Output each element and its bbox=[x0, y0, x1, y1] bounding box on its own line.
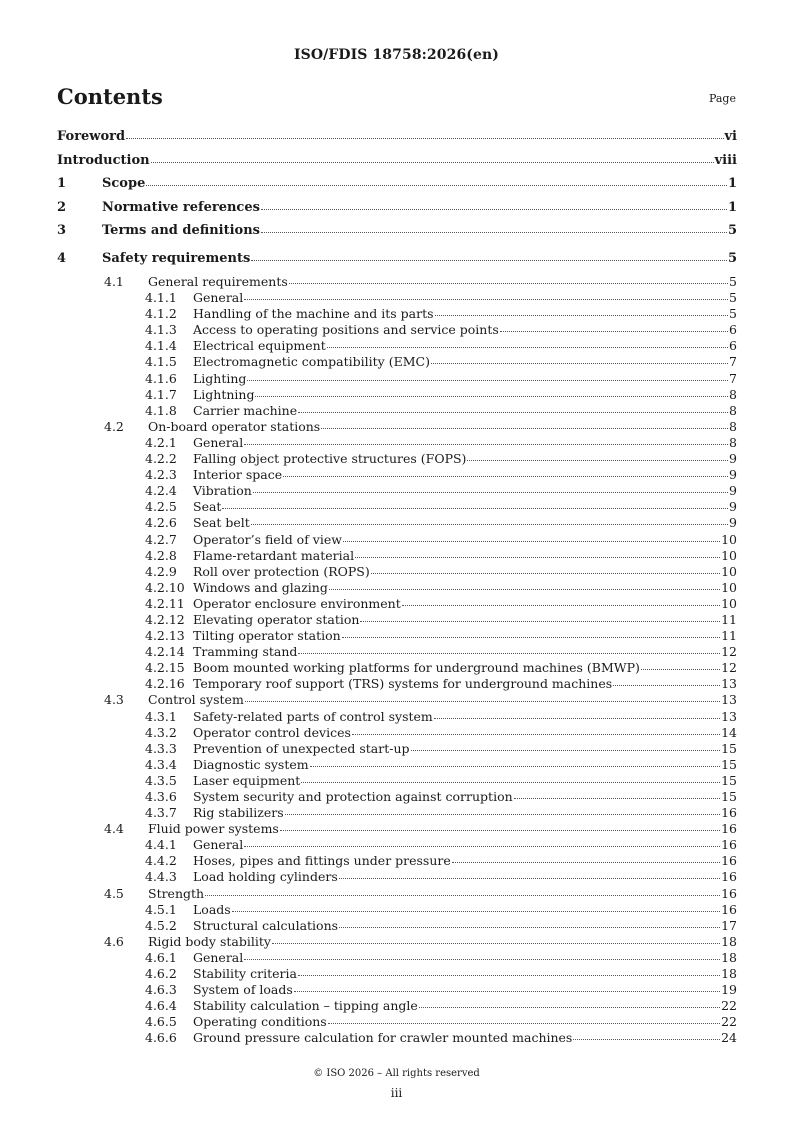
toc-entry-page: 16 bbox=[721, 821, 737, 837]
toc-entry[interactable] bbox=[57, 322, 737, 338]
dot-leader bbox=[327, 346, 728, 348]
toc-entry-title: Operating conditions bbox=[193, 1014, 327, 1030]
toc-entry-page: 10 bbox=[721, 563, 737, 579]
toc-entry-page: 16 bbox=[721, 901, 737, 917]
toc-entry-number: 4.2.13 bbox=[145, 628, 185, 644]
dot-leader bbox=[467, 459, 728, 461]
toc-entry-number: 4.6.4 bbox=[145, 998, 177, 1014]
toc-entry[interactable] bbox=[57, 306, 737, 322]
toc-entry-page: 18 bbox=[721, 949, 737, 965]
dot-leader bbox=[251, 259, 727, 261]
dot-leader bbox=[328, 1022, 720, 1024]
toc-entry-title: Tramming stand bbox=[193, 644, 298, 660]
toc-entry-page: 8 bbox=[729, 434, 737, 450]
dot-leader bbox=[355, 556, 720, 558]
toc-entry-number: 4.2.1 bbox=[145, 434, 177, 450]
toc-entry-title: Foreword bbox=[57, 129, 126, 144]
toc-entry-number: 4.1.4 bbox=[145, 338, 177, 354]
toc-entry[interactable] bbox=[57, 725, 737, 741]
toc-entry[interactable] bbox=[57, 676, 737, 692]
dot-leader bbox=[151, 161, 714, 163]
toc-entry[interactable] bbox=[57, 338, 737, 354]
dot-leader bbox=[342, 636, 720, 638]
dot-leader bbox=[222, 507, 728, 509]
table-of-contents bbox=[57, 129, 737, 1047]
dot-leader bbox=[285, 813, 720, 815]
toc-entry-page: 11 bbox=[721, 611, 737, 627]
toc-entry-page: 13 bbox=[721, 692, 737, 708]
toc-entry-number: 4.3.6 bbox=[145, 789, 177, 804]
dot-leader bbox=[301, 781, 720, 783]
toc-entry-number: 4.2.15 bbox=[145, 660, 185, 676]
toc-entry-page: 6 bbox=[729, 338, 737, 354]
toc-entry[interactable] bbox=[57, 612, 737, 628]
toc-entry-number: 4.3.4 bbox=[145, 756, 177, 772]
toc-entry-page: 9 bbox=[729, 451, 737, 467]
toc-entry-number: 4.6.1 bbox=[145, 949, 177, 965]
dot-leader bbox=[310, 765, 720, 767]
dot-leader bbox=[244, 298, 728, 300]
toc-entry-number: 4.2.4 bbox=[145, 483, 177, 499]
toc-entry-number: 4.5.1 bbox=[145, 901, 177, 917]
toc-entry-title: Lighting bbox=[193, 370, 247, 386]
toc-entry-number: 4.3.3 bbox=[145, 740, 177, 756]
toc-entry-number: 4.5 bbox=[104, 885, 124, 901]
toc-entry[interactable] bbox=[57, 532, 737, 548]
toc-entry-number: 4.2.12 bbox=[145, 611, 185, 627]
toc-entry-title: System security and protection against corruption bbox=[193, 789, 513, 804]
toc-entry[interactable] bbox=[57, 869, 737, 885]
toc-entry[interactable] bbox=[57, 692, 737, 708]
toc-entry[interactable] bbox=[57, 644, 737, 660]
toc-entry-page: 14 bbox=[721, 724, 737, 740]
toc-entry-number: 4.1.5 bbox=[145, 354, 177, 370]
toc-entry[interactable] bbox=[57, 837, 737, 853]
toc-entry-number: 4.5.2 bbox=[145, 917, 177, 933]
dot-leader bbox=[232, 910, 720, 912]
toc-entry-page: 17 bbox=[721, 917, 737, 933]
toc-entry-title: Introduction bbox=[57, 152, 150, 168]
dot-leader bbox=[613, 684, 720, 686]
toc-entry-number: 4.1.8 bbox=[145, 402, 177, 418]
toc-entry-page: 16 bbox=[721, 885, 737, 901]
toc-entry[interactable] bbox=[57, 580, 737, 596]
toc-entry-page: 5 bbox=[727, 223, 737, 238]
toc-entry-title: Electromagnetic compatibility (EMC) bbox=[193, 354, 430, 370]
toc-entry-number: 4.4.2 bbox=[145, 853, 177, 869]
toc-entry[interactable] bbox=[57, 805, 737, 821]
document-header: ISO/FDIS 18758:2026(en) bbox=[293, 47, 500, 63]
toc-entry-title: Normative references bbox=[102, 199, 260, 215]
toc-entry-title: Seat belt bbox=[193, 515, 250, 531]
toc-entry-page: 15 bbox=[721, 756, 737, 772]
toc-entry-page: 15 bbox=[721, 772, 737, 788]
toc-entry-page: 5 bbox=[729, 306, 737, 322]
toc-entry-title: General bbox=[193, 837, 244, 853]
dot-leader bbox=[255, 395, 728, 397]
dot-leader bbox=[283, 475, 728, 477]
toc-entry-page: 22 bbox=[721, 1014, 737, 1030]
toc-entry-title: Scope bbox=[102, 176, 146, 191]
dot-leader bbox=[280, 829, 720, 831]
toc-entry-number: 4.4.3 bbox=[145, 869, 177, 885]
toc-entry-number: 4.1 bbox=[104, 274, 124, 289]
toc-entry[interactable] bbox=[57, 483, 737, 499]
toc-entry-title: On-board operator stations bbox=[148, 418, 321, 434]
toc-entry-title: Ground pressure calculation for crawler mounted machines bbox=[193, 1030, 573, 1046]
toc-entry-page: 16 bbox=[721, 853, 737, 869]
dot-leader bbox=[253, 491, 728, 493]
toc-entry-page: 8 bbox=[729, 402, 737, 418]
toc-entry-number: 4.3.5 bbox=[145, 772, 177, 788]
toc-entry[interactable] bbox=[57, 290, 737, 306]
toc-entry[interactable] bbox=[57, 902, 737, 918]
toc-entry-page: 12 bbox=[721, 644, 737, 660]
dot-leader bbox=[244, 958, 720, 960]
dot-leader bbox=[641, 668, 720, 670]
toc-entry-page: 15 bbox=[721, 740, 737, 756]
toc-entry-page: 15 bbox=[721, 789, 737, 804]
dot-leader bbox=[245, 700, 720, 702]
toc-entry[interactable] bbox=[57, 998, 737, 1014]
toc-entry-title: Rig stabilizers bbox=[193, 805, 284, 821]
toc-entry-page: 10 bbox=[721, 579, 737, 595]
toc-entry[interactable] bbox=[57, 451, 737, 467]
toc-entry[interactable] bbox=[57, 966, 737, 982]
toc-entry-number: 4.2.9 bbox=[145, 563, 177, 579]
toc-entry-page: 13 bbox=[721, 676, 737, 692]
dot-leader bbox=[298, 974, 720, 976]
toc-entry-page: viii bbox=[714, 152, 737, 168]
dot-leader bbox=[343, 540, 720, 542]
toc-entry[interactable] bbox=[57, 773, 737, 789]
toc-entry-number: 4.2.11 bbox=[145, 595, 185, 611]
toc-entry-number: 4.1.1 bbox=[145, 290, 177, 306]
toc-entry-page: 12 bbox=[721, 660, 737, 676]
toc-entry-number: 4.1.6 bbox=[145, 370, 177, 386]
toc-entry-title: Loads bbox=[193, 901, 231, 917]
toc-entry[interactable] bbox=[57, 153, 737, 177]
toc-entry-page: 1 bbox=[727, 176, 737, 191]
toc-entry-page: 1 bbox=[727, 199, 737, 215]
toc-entry-title: Tilting operator station bbox=[193, 628, 341, 644]
toc-entry[interactable] bbox=[57, 789, 737, 805]
toc-entry[interactable] bbox=[57, 660, 737, 676]
toc-entry-page: 10 bbox=[721, 531, 737, 547]
toc-entry-title: Load holding cylinders bbox=[193, 869, 338, 885]
toc-entry-page: 16 bbox=[721, 869, 737, 885]
dot-leader bbox=[371, 572, 720, 574]
dot-leader bbox=[573, 1038, 720, 1040]
toc-entry-title: Elevating operator station bbox=[193, 611, 360, 627]
toc-entry-page: 9 bbox=[729, 499, 737, 515]
toc-entry[interactable] bbox=[57, 129, 737, 153]
dot-leader bbox=[352, 733, 720, 735]
toc-entry[interactable] bbox=[57, 628, 737, 644]
toc-entry-title: Access to operating positions and service points bbox=[193, 322, 499, 338]
toc-entry-title: Flame-retardant material bbox=[193, 547, 355, 563]
toc-entry-title: Stability criteria bbox=[193, 966, 297, 982]
toc-entry-number: 4.2.16 bbox=[145, 676, 185, 692]
dot-leader bbox=[339, 926, 720, 928]
dot-leader bbox=[244, 845, 720, 847]
toc-entry[interactable] bbox=[57, 1030, 737, 1046]
dot-leader bbox=[289, 282, 728, 284]
toc-entry-title: General requirements bbox=[148, 274, 288, 289]
toc-entry[interactable] bbox=[57, 223, 737, 247]
toc-entry-number: 4.6.3 bbox=[145, 982, 177, 998]
toc-entry[interactable] bbox=[57, 821, 737, 837]
dot-leader bbox=[360, 620, 720, 622]
page-number: iii bbox=[390, 1086, 403, 1100]
toc-entry-title: Stability calculation – tipping angle bbox=[193, 998, 418, 1014]
toc-entry-page: 5 bbox=[727, 250, 737, 266]
toc-entry-title: Seat bbox=[193, 499, 222, 515]
toc-entry[interactable] bbox=[57, 709, 737, 725]
dot-leader bbox=[146, 184, 727, 186]
toc-entry[interactable] bbox=[57, 757, 737, 773]
toc-entry-number: 4 bbox=[57, 250, 67, 266]
toc-entry[interactable] bbox=[57, 548, 737, 564]
dot-leader bbox=[321, 427, 728, 429]
dot-leader bbox=[261, 231, 727, 233]
dot-leader bbox=[435, 314, 729, 316]
toc-entry-title: Terms and definitions bbox=[102, 223, 260, 238]
toc-entry-title: Fluid power systems bbox=[148, 821, 279, 837]
dot-leader bbox=[434, 717, 720, 719]
toc-entry[interactable] bbox=[57, 419, 737, 435]
dot-leader bbox=[251, 523, 728, 525]
toc-entry-page: 11 bbox=[721, 628, 737, 644]
toc-entry-page: 24 bbox=[721, 1030, 737, 1046]
toc-entry-number: 4.2.10 bbox=[145, 579, 185, 595]
toc-entry-number: 4.1.3 bbox=[145, 322, 177, 338]
toc-entry-page: 5 bbox=[729, 274, 737, 289]
toc-entry-title: Laser equipment bbox=[193, 772, 301, 788]
toc-entry-title: Prevention of unexpected start-up bbox=[193, 740, 410, 756]
page-column-label: Page bbox=[708, 92, 736, 105]
toc-entry-title: Vibration bbox=[193, 483, 252, 499]
dot-leader bbox=[500, 330, 728, 332]
toc-entry-number: 4.6.6 bbox=[145, 1030, 177, 1046]
dot-leader bbox=[247, 379, 728, 381]
dot-leader bbox=[402, 604, 720, 606]
dot-leader bbox=[411, 749, 721, 751]
toc-entry-number: 4.2.5 bbox=[145, 499, 177, 515]
toc-entry[interactable] bbox=[57, 387, 737, 403]
toc-entry-number: 4.1.2 bbox=[145, 306, 177, 322]
toc-entry[interactable] bbox=[57, 596, 737, 612]
toc-entry-title: Strength bbox=[148, 885, 205, 901]
toc-entry-number: 4.6.2 bbox=[145, 966, 177, 982]
toc-entry-number: 2 bbox=[57, 199, 67, 215]
dot-leader bbox=[452, 861, 720, 863]
toc-entry[interactable] bbox=[57, 251, 737, 275]
toc-entry-title: General bbox=[193, 290, 244, 306]
toc-entry-title: Safety requirements bbox=[102, 250, 251, 266]
toc-entry-number: 4.4.1 bbox=[145, 837, 177, 853]
toc-entry-title: Operator enclosure environment bbox=[193, 595, 401, 611]
toc-entry-title: Handling of the machine and its parts bbox=[193, 306, 434, 322]
toc-entry[interactable] bbox=[57, 564, 737, 580]
dot-leader bbox=[272, 942, 720, 944]
toc-entry-page: 13 bbox=[721, 708, 737, 724]
toc-entry-number: 4.2.6 bbox=[145, 515, 177, 531]
toc-entry-number: 1 bbox=[57, 176, 67, 191]
dot-leader bbox=[261, 208, 727, 210]
toc-entry[interactable] bbox=[57, 371, 737, 387]
toc-entry-title: Windows and glazing bbox=[193, 579, 328, 595]
toc-entry-page: 7 bbox=[729, 354, 737, 370]
toc-entry[interactable] bbox=[57, 467, 737, 483]
toc-entry-number: 4.4 bbox=[104, 821, 124, 837]
toc-entry-page: 9 bbox=[729, 467, 737, 483]
toc-entry-number: 4.6.5 bbox=[145, 1014, 177, 1030]
toc-entry-title: Temporary roof support (TRS) systems for underground machines bbox=[193, 676, 613, 692]
toc-entry-page: 8 bbox=[729, 418, 737, 434]
dot-leader bbox=[298, 652, 720, 654]
toc-entry-title: Operator control devices bbox=[193, 724, 351, 740]
toc-entry-page: 22 bbox=[721, 998, 737, 1014]
toc-entry-title: Boom mounted working platforms for underground machines (BMWP) bbox=[193, 660, 640, 676]
toc-entry-page: 6 bbox=[729, 322, 737, 338]
toc-entry-number: 4.2.7 bbox=[145, 531, 177, 547]
toc-entry-page: 10 bbox=[721, 547, 737, 563]
toc-entry-page: 9 bbox=[729, 515, 737, 531]
toc-entry[interactable] bbox=[57, 403, 737, 419]
toc-entry-title: General bbox=[193, 949, 244, 965]
toc-entry-page: 9 bbox=[729, 483, 737, 499]
toc-entry-title: Interior space bbox=[193, 467, 283, 483]
toc-entry-title: Structural calculations bbox=[193, 917, 339, 933]
toc-entry-page: 18 bbox=[721, 966, 737, 982]
toc-entry[interactable] bbox=[57, 274, 737, 290]
toc-entry-number: 4.2.3 bbox=[145, 467, 177, 483]
toc-entry-page: 10 bbox=[721, 595, 737, 611]
toc-entry[interactable] bbox=[57, 950, 737, 966]
toc-entry-number: 4.3 bbox=[104, 692, 124, 708]
toc-entry[interactable] bbox=[57, 515, 737, 531]
toc-entry[interactable] bbox=[57, 499, 737, 515]
toc-entry-number: 3 bbox=[57, 223, 67, 238]
dot-leader bbox=[419, 1006, 720, 1008]
toc-entry-title: Carrier machine bbox=[193, 402, 298, 418]
toc-entry-number: 4.2.14 bbox=[145, 644, 185, 660]
dot-leader bbox=[298, 411, 728, 413]
toc-entry-number: 4.2 bbox=[104, 418, 124, 434]
toc-entry-number: 4.3.2 bbox=[145, 724, 177, 740]
toc-entry-title: Rigid body stability bbox=[148, 933, 271, 949]
toc-entry-number: 4.1.7 bbox=[145, 386, 177, 402]
toc-entry[interactable] bbox=[57, 200, 737, 224]
toc-entry[interactable] bbox=[57, 853, 737, 869]
toc-entry-number: 4.2.8 bbox=[145, 547, 177, 563]
toc-entry[interactable] bbox=[57, 934, 737, 950]
toc-entry-page: 18 bbox=[721, 933, 737, 949]
dot-leader bbox=[431, 362, 728, 364]
toc-entry-number: 4.2.2 bbox=[145, 451, 177, 467]
toc-entry-title: General bbox=[193, 434, 244, 450]
toc-entry-page: vi bbox=[724, 129, 737, 144]
toc-entry-title: Hoses, pipes and fittings under pressure bbox=[193, 853, 451, 869]
copyright-notice: © ISO 2026 – All rights reserved bbox=[313, 1068, 480, 1079]
toc-entry-page: 16 bbox=[721, 837, 737, 853]
dot-leader bbox=[294, 990, 720, 992]
toc-entry[interactable] bbox=[57, 1014, 737, 1030]
toc-entry[interactable] bbox=[57, 982, 737, 998]
dot-leader bbox=[514, 797, 720, 799]
dot-leader bbox=[329, 588, 720, 590]
page-title: Contents bbox=[57, 84, 163, 109]
toc-entry-title: Diagnostic system bbox=[193, 756, 309, 772]
dot-leader bbox=[244, 443, 728, 445]
dot-leader bbox=[205, 894, 720, 896]
dot-leader bbox=[339, 877, 720, 879]
toc-entry[interactable] bbox=[57, 354, 737, 370]
toc-entry-title: Electrical equipment bbox=[193, 338, 326, 354]
toc-entry-page: 19 bbox=[721, 982, 737, 998]
toc-entry-title: Falling object protective structures (FOPS) bbox=[193, 451, 467, 467]
toc-entry-number: 4.3.7 bbox=[145, 805, 177, 821]
toc-entry-title: Roll over protection (ROPS) bbox=[193, 563, 370, 579]
toc-entry[interactable] bbox=[57, 741, 737, 757]
toc-entry-title: Safety-related parts of control system bbox=[193, 708, 433, 724]
dot-leader bbox=[126, 137, 723, 139]
toc-entry[interactable] bbox=[57, 918, 737, 934]
toc-entry-page: 16 bbox=[721, 805, 737, 821]
toc-entry-title: Control system bbox=[148, 692, 244, 708]
toc-entry-title: System of loads bbox=[193, 982, 293, 998]
toc-entry-page: 7 bbox=[729, 370, 737, 386]
toc-entry[interactable] bbox=[57, 435, 737, 451]
toc-entry-title: Lightning bbox=[193, 386, 255, 402]
toc-entry-page: 5 bbox=[729, 290, 737, 306]
toc-entry[interactable] bbox=[57, 176, 737, 200]
toc-entry[interactable] bbox=[57, 886, 737, 902]
toc-entry-number: 4.6 bbox=[104, 933, 124, 949]
toc-entry-title: Operator’s field of view bbox=[193, 531, 342, 547]
toc-entry-page: 8 bbox=[729, 386, 737, 402]
toc-entry-number: 4.3.1 bbox=[145, 708, 177, 724]
